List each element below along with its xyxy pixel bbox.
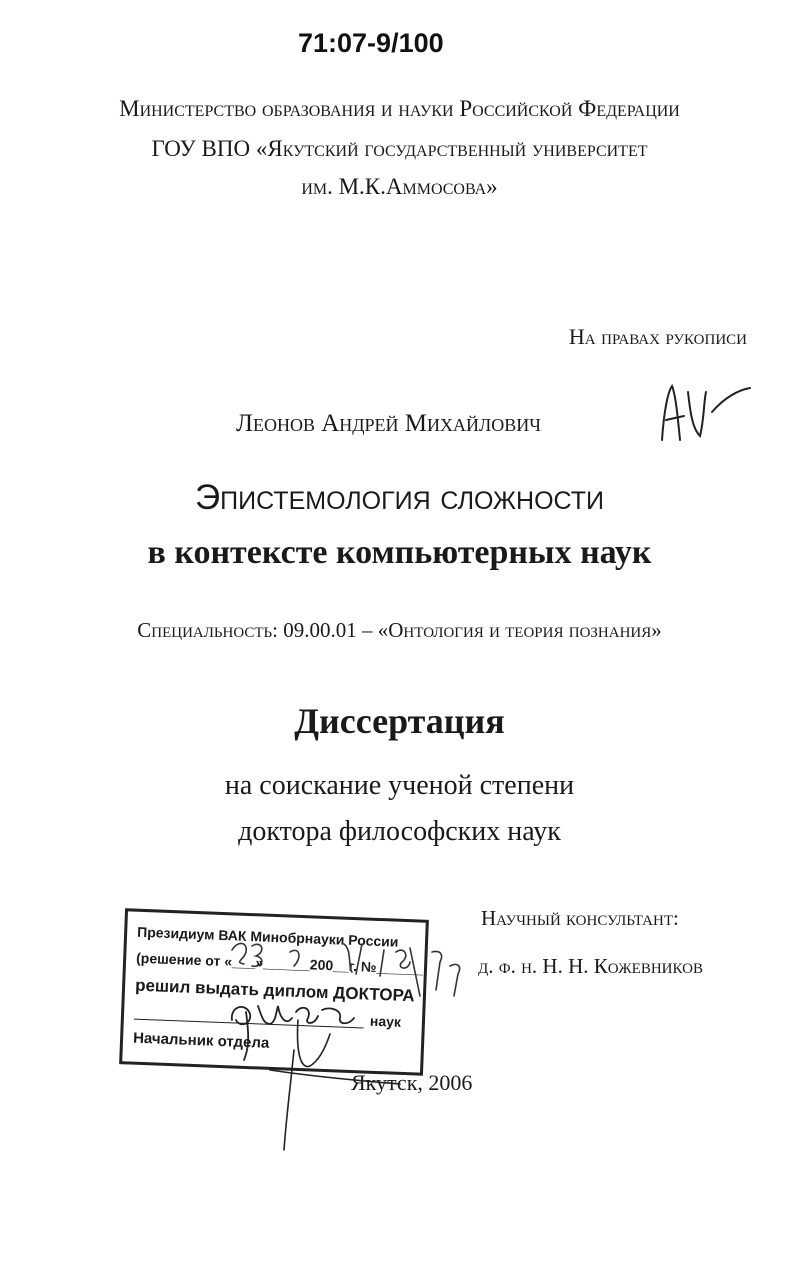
document-type: Диссертация bbox=[294, 701, 505, 741]
ministry-name: Министерство образования и науки Российской Федерации bbox=[119, 96, 680, 121]
title-line-1: Эпистемология сложности bbox=[195, 478, 604, 517]
catalog-code: 71:07-9/100 bbox=[298, 28, 444, 58]
stamp-line-5: Начальник отдела bbox=[132, 1029, 270, 1052]
city-year: Якутск, 2006 bbox=[351, 1070, 473, 1095]
official-signature bbox=[270, 1020, 400, 1150]
stamp-date-handwriting bbox=[232, 943, 460, 996]
stamp-line-1: Президиум ВАК Минобрнауки России bbox=[136, 923, 399, 950]
degree-line-2: доктора философских наук bbox=[238, 816, 561, 847]
title-line-2: в контексте компьютерных наук bbox=[147, 534, 652, 571]
stamp-line-3: решил выдать диплом ДОКТОРА bbox=[134, 975, 416, 1006]
stamp-line-4: наук bbox=[369, 1012, 402, 1030]
degree-line-1: на соискание ученой степени bbox=[224, 770, 575, 801]
specialty-line: Специальность: 09.00.01 – «Онтология и теория познания» bbox=[137, 618, 662, 642]
stamp-line-2: (решение от «___»______200__г. №______ bbox=[135, 949, 424, 977]
stamp-field-handwriting bbox=[232, 1006, 354, 1060]
author-name: Леонов Андрей Михайлович bbox=[236, 410, 541, 437]
consultant-label: Научный консультант: bbox=[481, 906, 679, 930]
manuscript-note: На правах рукописи bbox=[568, 324, 747, 349]
author-signature bbox=[662, 386, 750, 440]
university-name: ГОУ ВПО «Якутский государственный университет bbox=[151, 136, 648, 161]
consultant-name: д. ф. н. Н. Н. Кожевников bbox=[478, 954, 703, 978]
university-named-after: им. М.К.Аммосова» bbox=[301, 174, 498, 199]
